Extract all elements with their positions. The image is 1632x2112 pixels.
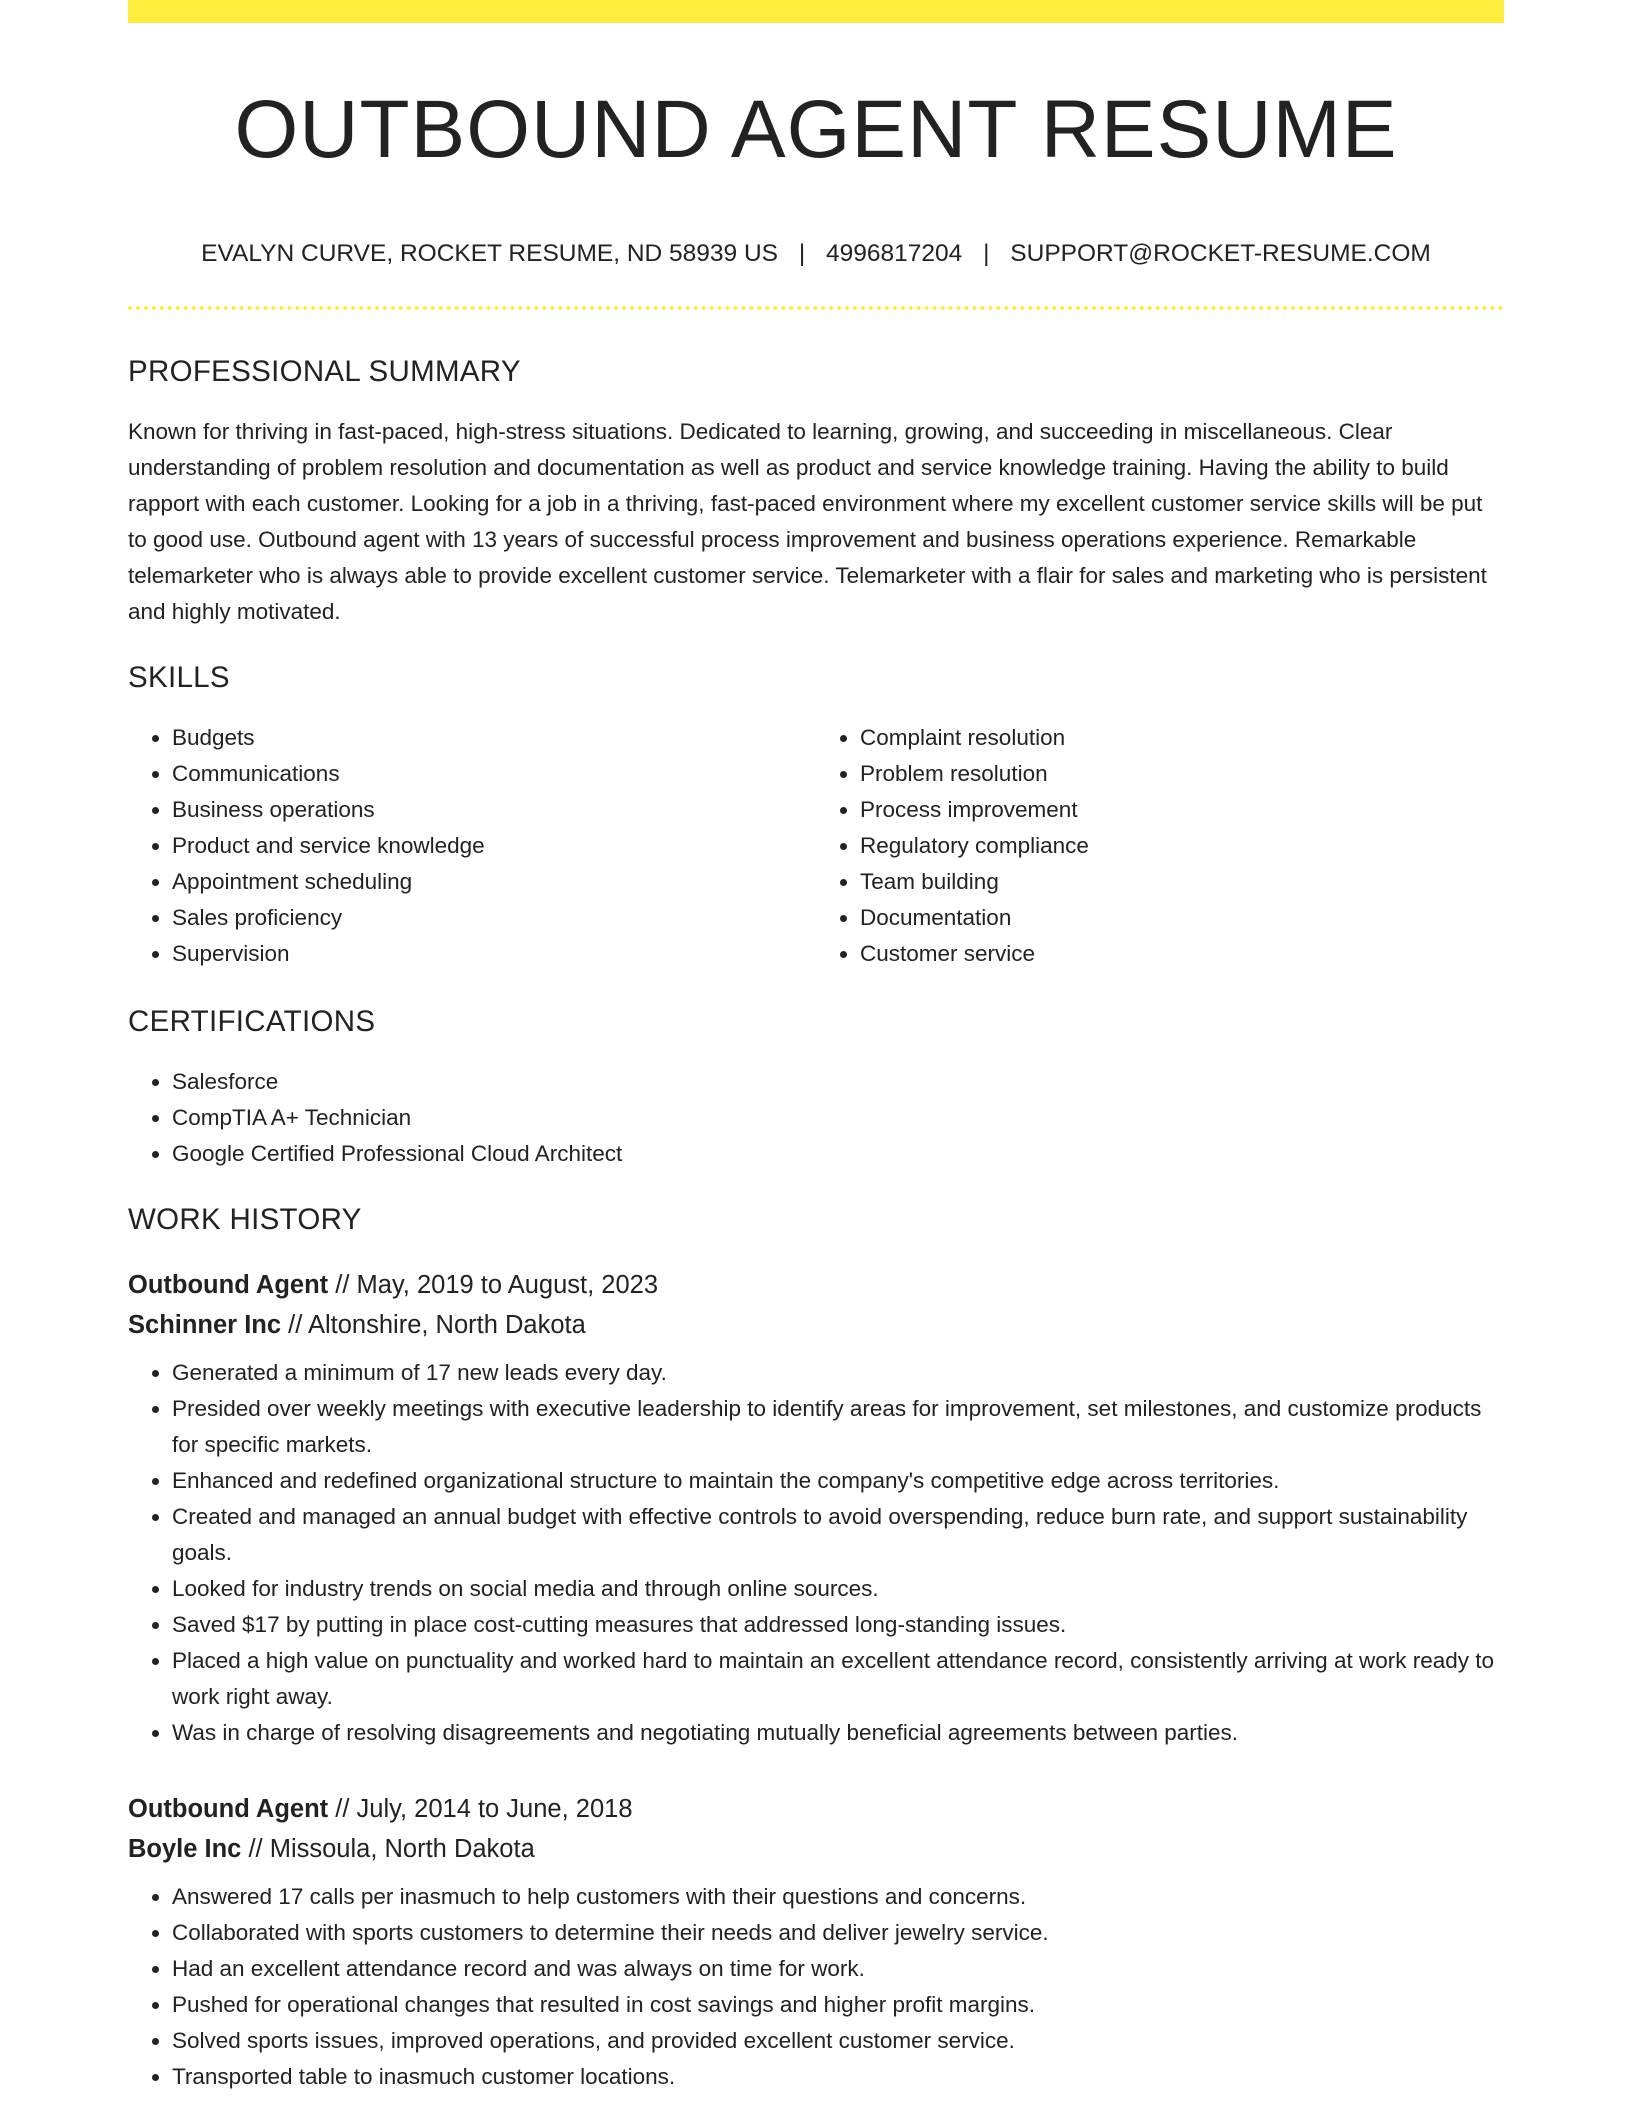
job-bullet: • Enhanced and redefined organizational structure to maintain the company's competitive edge across territories. [172,1463,1504,1499]
skill-item: • Documentation [860,900,1504,936]
work-history-section [128,1200,1504,1240]
contact-email: SUPPORT@ROCKET-RESUME.COM [1010,240,1431,267]
job-bullet: • Answered 17 calls per inasmuch to help customers with their questions and concerns. [172,1879,1504,1915]
certifications-section [128,1002,1504,1172]
skills-columns [128,720,1504,972]
skill-item: • Team building [860,864,1504,900]
job-title: Outbound Agent [128,1271,329,1299]
job-location: // Missoula, North Dakota [248,1835,535,1863]
certification-item: • Salesforce [172,1064,1504,1100]
work-history-heading: WORK HISTORY [128,1203,362,1236]
skill-item: • Budgets [172,720,816,756]
job-title-line [128,1789,1504,1829]
job-bullet: • Had an excellent attendance record and was always on time for work. [172,1951,1504,1987]
resume-title: OUTBOUND AGENT RESUME [234,84,1398,175]
summary-heading: PROFESSIONAL SUMMARY [128,355,521,388]
header-divider [128,306,1504,310]
job-bullet: • Generated a minimum of 17 new leads every day. [172,1355,1504,1391]
job-title: Outbound Agent [128,1795,329,1823]
job-bullet: • Placed a high value on punctuality and worked hard to maintain an excellent attendance record, consistently arriving at work ready to work right away. [172,1643,1504,1715]
job-entry [128,1265,1504,1751]
job-bullet: • Transported table to inasmuch customer locations. [172,2059,1504,2095]
job-location: // Altonshire, North Dakota [288,1311,586,1339]
job-bullet: • Looked for industry trends on social media and through online sources. [172,1571,1504,1607]
contact-line [128,236,1504,272]
summary-text: Known for thriving in fast-paced, high-stress situations. Dedicated to learning, growing, and succeeding in miscellaneous. Clear understanding of problem resolution and documentation as well as product and service knowledge training. Having the ability to build rapport with each customer. Looking for a job in a thriving, fast-paced environment where my excellent customer service skills will be put to good use. Outbound agent with 13 years of successful process improvement and business operations experience. Remarkable telemarketer who is always able to provide excellent customer service. Telemarketer with a flair for sales and marketing who is persistent and highly motivated. [128,419,1487,624]
job-bullet-list [128,1879,1504,2095]
skills-list-left [128,720,816,972]
skill-item: • Business operations [172,792,816,828]
job-title-line [128,1265,1504,1305]
skill-item: • Communications [172,756,816,792]
skills-heading: SKILLS [128,661,230,694]
contact-address: EVALYN CURVE, ROCKET RESUME, ND 58939 US [201,240,779,267]
skill-item: • Product and service knowledge [172,828,816,864]
certification-item: • Google Certified Professional Cloud Architect [172,1136,1504,1172]
contact-phone: 4996817204 [826,240,963,267]
job-bullet: • Pushed for operational changes that resulted in cost savings and higher profit margins. [172,1987,1504,2023]
job-dates: // May, 2019 to August, 2023 [335,1271,659,1299]
contact-separator: | [798,240,806,267]
skills-list-right [816,720,1504,972]
certifications-list [128,1064,1504,1172]
skill-item: • Problem resolution [860,756,1504,792]
job-bullet: • Saved $17 by putting in place cost-cutting measures that addressed long-standing issues. [172,1607,1504,1643]
job-entry [128,1789,1504,2095]
skills-section [128,658,1504,972]
top-accent-bar [128,0,1504,23]
summary-section [128,352,1504,630]
job-company-line [128,1305,1504,1345]
job-bullet: • Collaborated with sports customers to determine their needs and deliver jewelry service. [172,1915,1504,1951]
job-bullet: • Presided over weekly meetings with executive leadership to identify areas for improvement, set milestones, and customize products for specific markets. [172,1391,1504,1463]
job-bullet: • Created and managed an annual budget with effective controls to avoid overspending, reduce burn rate, and support sustainability goals. [172,1499,1504,1571]
skill-item: • Regulatory compliance [860,828,1504,864]
job-dates: // July, 2014 to June, 2018 [335,1795,633,1823]
certifications-heading: CERTIFICATIONS [128,1005,376,1038]
certification-item: • CompTIA A+ Technician [172,1100,1504,1136]
job-bullet: • Solved sports issues, improved operations, and provided excellent customer service. [172,2023,1504,2059]
contact-separator: | [983,240,990,267]
job-bullet: • Was in charge of resolving disagreements and negotiating mutually beneficial agreements between parties. [172,1715,1504,1751]
skill-item: • Customer service [860,936,1504,972]
job-company: Boyle Inc [128,1835,242,1863]
skill-item: • Complaint resolution [860,720,1504,756]
skill-item: • Appointment scheduling [172,864,816,900]
skill-item: • Supervision [172,936,816,972]
job-bullet-list [128,1355,1504,1751]
skill-item: • Process improvement [860,792,1504,828]
skill-item: • Sales proficiency [172,900,816,936]
job-company: Schinner Inc [128,1311,282,1339]
job-company-line [128,1829,1504,1869]
